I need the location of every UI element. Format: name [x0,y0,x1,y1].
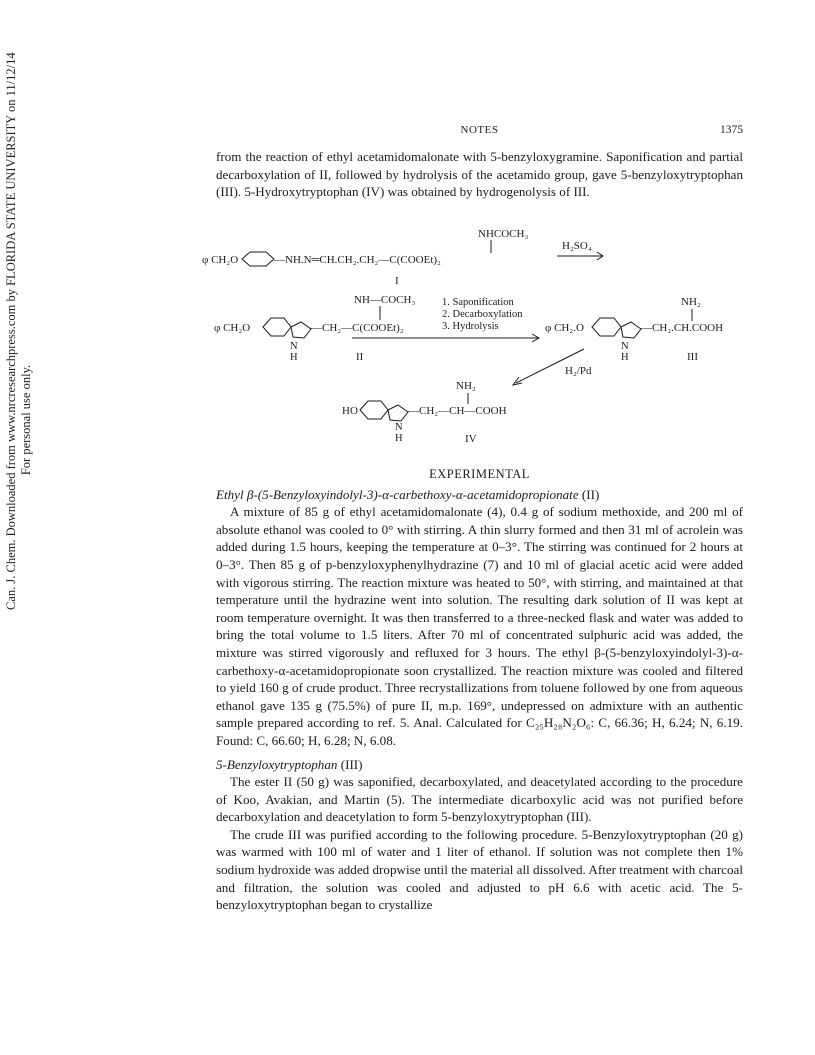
c1-substituent: NHCOCH₃ [478,228,529,240]
experimental-heading: EXPERIMENTAL [429,467,530,481]
c2-prefix: φ CH₂O [214,322,251,334]
c4-top: NH₂ [456,380,476,392]
benzene-ring-c2 [263,318,291,336]
pyrrole-ring-c3 [621,322,641,338]
step-2: 2. Decarboxylation [442,309,523,320]
reaction-scheme [200,225,760,457]
section2-paragraph-2: The crude III was purified according to the following procedure. 5-Benzyloxytryptophan (20 g) was warmed with 100 ml of water and 1 liter of ethanol. If solution was not complete then 1% sodium hydroxide was added dropwise until the material all dissolved. After treatment with charcoal and filtration, the solution was cooled and adjusted to pH 6.6 with acetic acid. The 5-benzyloxytryptophan began to crystallize [216,826,743,913]
section1-compound-number: (II) [578,486,600,502]
section2-title: 5-Benzyloxytryptophan [216,756,338,772]
c4-prefix: HO [342,405,358,417]
c1-prefix: φ CH₂O [202,254,239,266]
reagent-h2so4: H₂SO₄ [562,240,592,252]
pyrrole-ring-c4 [388,405,408,421]
c2-chain: —CH₂—C(COOEt)₂ [311,322,404,334]
section2-paragraph-1: The ester II (50 g) was saponified, decarboxylated, and deacetylated according to the procedure of Koo, Avakian, and Martin (5). The intermediate dicarboxylic acid was not purified before decarboxylation and deacetylation to form 5-benzyloxytryptophan (III). [216,774,743,825]
c4-h: H [395,433,403,444]
c3-prefix: φ CH₂.O [545,322,584,334]
intro-text: from the reaction of ethyl acetamidomalonate with 5-benzyloxygramine. Saponification and partial decarboxylation of II, followed by hydrolysis of the acetamido group, gave 5-benzyloxytryptophan (III). 5-Hydroxytryptophan (IV) was obtained by hydrogenolysis of III. [216,149,743,200]
c4-chain: —CH₂—CH—COOH [408,405,507,417]
benzene-ring-c4 [360,401,388,419]
section2-compound-number: (III) [337,756,363,772]
watermark-line-1: Can. J. Chem. Downloaded from www.nrcresearchpress.com by FLORIDA STATE UNIVERSITY on 11/12/14 [4,52,18,610]
c2-n: N [290,341,298,352]
experimental-section [216,466,743,914]
step-3: 3. Hydrolysis [442,321,499,332]
step-1: 1. Saponification [442,297,514,308]
c3-label: III [687,351,698,363]
benzene-ring-c3 [592,318,621,336]
pyrrole-ring-c2 [291,322,311,338]
c2-top: NH—COCH₃ [354,294,416,306]
c2-label: II [356,351,364,363]
c1-label: I [395,275,399,287]
c2-h: H [290,352,298,363]
section1-title: Ethyl β-(5-Benzyloxyindolyl-3)-α-carbethoxy-α-acetamidopropionate [216,486,579,502]
section2-heading [216,756,743,774]
section-header: NOTES [460,124,499,136]
download-watermark [0,52,40,610]
c3-top: NH₂ [681,296,701,308]
section1-heading [216,486,743,504]
c3-h: H [621,352,629,363]
reagent-h2pd: H₂/Pd [565,365,592,377]
intro-paragraph [216,148,743,201]
running-header [216,124,743,140]
c1-chain: —NH.N═CH.CH₂.CH₂—C(COOEt)₂ [274,254,441,266]
benzene-ring-c1 [242,252,274,266]
c3-n: N [621,341,629,352]
c4-label: IV [465,433,477,445]
watermark-line-2: For personal use only. [19,364,33,476]
c3-chain: —CH₂.CH.COOH [641,322,724,334]
c4-n: N [395,422,403,433]
section1-paragraph: A mixture of 85 g of ethyl acetamidomalonate (4), 0.4 g of sodium methoxide, and 200 ml of absolute ethanol was cooled to 0° with stirring. A thin slurry formed and then 31 ml of acrolein was added during 1.5 hours, keeping the temperature at 0–3°. The stirring was continued for 2 hours at 0–3°. Then 85 g of p-benzyloxyphenylhydrazine (7) and 10 ml of glacial acetic acid were added with vigorous stirring. The reaction mixture was heated to 50°, with stirring, and maintained at that temperature until the hydrazine went into solution. The resulting dark solution of II was kept at room temperature overnight. It was then transferred to a three-necked flask and water was added to bring the total volume to 1.5 liters. After 70 ml of concentrated sulphuric acid was added, the mixture was stirred vigorously and refluxed for 3 hours. The ethyl β-(5-benzyloxyindolyl-3)-α-carbethoxy-α-acetamidopropionate soon crystallized. The reaction mixture was cooled and filtered to yield 160 g of crude product. Three recrystallizations from toluene followed by one from aqueous ethanol gave 135 g (75.5%) of pure II, m.p. 169°, undepressed on admixture with an authentic sample prepared according to ref. 5. Anal. Calculated for C₂₅H₂₈N₂O₆: C, 66.36; H, 6.24; N, 6.19. Found: C, 66.60; H, 6.28; N, 6.08. [216,504,743,748]
page-number: 1375 [720,124,743,136]
